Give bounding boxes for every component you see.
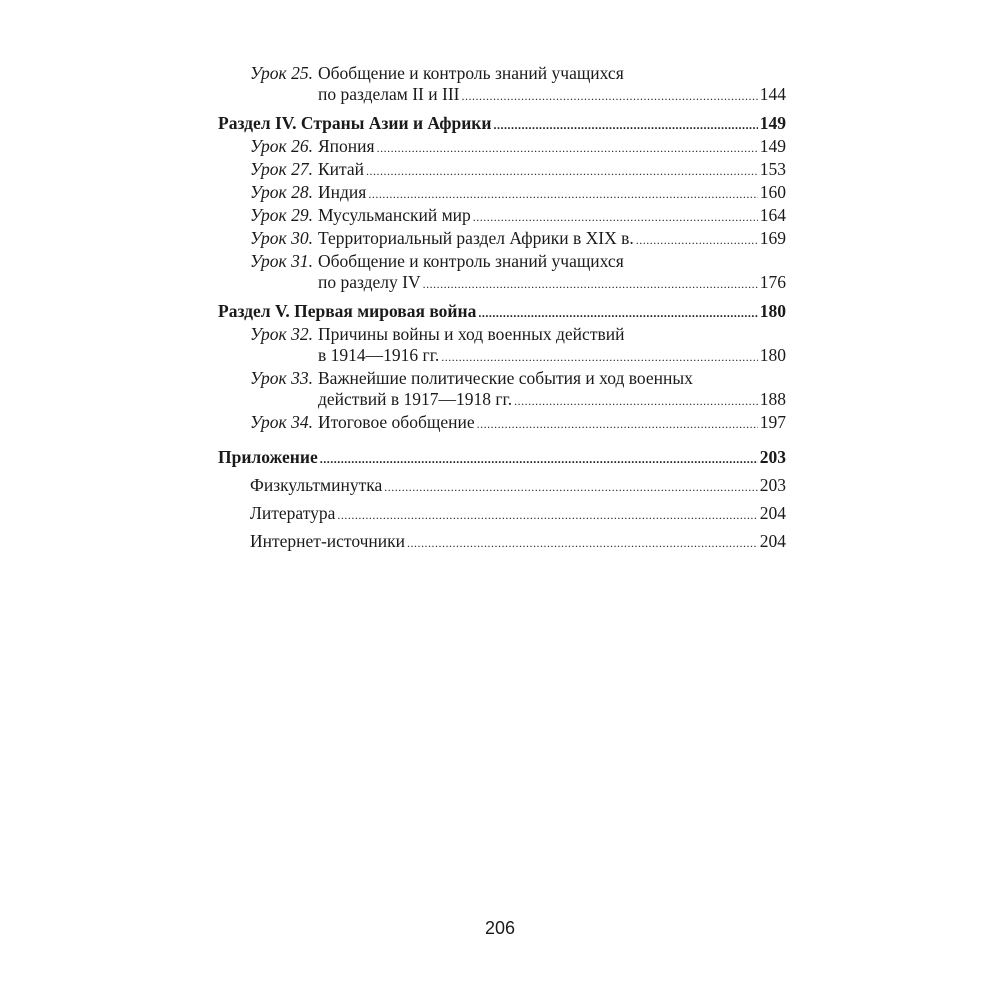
page-ref: 203 <box>759 447 786 467</box>
appendix-item-title: Интернет-источники <box>250 531 406 551</box>
lesson-title-cont: по разделу IV <box>318 272 421 292</box>
lesson-title-cont: в 1914—1916 гг. <box>318 345 440 365</box>
lesson-number: Урок 27. <box>249 159 313 179</box>
toc-section-5 <box>218 301 786 435</box>
section-heading <box>218 113 786 136</box>
leader-dots <box>366 161 758 182</box>
toc-section-4 <box>218 113 786 295</box>
page-ref: 176 <box>759 272 786 292</box>
page-ref: 149 <box>759 136 786 156</box>
page-ref: 197 <box>759 412 786 432</box>
lesson-title: Важнейшие политические события и ход военных <box>318 368 693 388</box>
lesson-number: Урок 25. <box>249 63 313 83</box>
page-ref: 204 <box>759 531 786 551</box>
toc-lesson-28 <box>218 182 786 205</box>
page-ref: 164 <box>759 205 786 225</box>
page-number: 206 <box>484 918 516 938</box>
toc-lesson-30 <box>218 228 786 251</box>
lesson-title-cont: действий в 1917—1918 гг. <box>318 389 513 409</box>
appendix-item <box>218 531 786 554</box>
lesson-number: Урок 31. <box>249 251 313 271</box>
appendix-item <box>218 503 786 526</box>
leader-dots <box>493 115 757 136</box>
appendix-item <box>218 475 786 498</box>
page-ref: 203 <box>759 475 786 495</box>
leader-dots <box>368 184 757 205</box>
toc-lesson-33 <box>218 368 786 412</box>
page-ref: 149 <box>759 113 786 133</box>
toc-lesson-32 <box>218 324 786 368</box>
leader-dots <box>337 505 757 526</box>
toc-lesson-29 <box>218 205 786 228</box>
lesson-number: Урок 29. <box>249 205 313 225</box>
toc-lesson-31 <box>218 251 786 295</box>
page-ref: 188 <box>759 389 786 409</box>
section-heading <box>218 301 786 324</box>
leader-dots <box>320 449 758 470</box>
toc-lesson-34 <box>218 412 786 435</box>
lesson-number: Урок 33. <box>249 368 313 388</box>
lesson-title: Территориальный раздел Африки в XIX в. <box>318 228 634 248</box>
lesson-number: Урок 28. <box>249 182 313 202</box>
page-ref: 144 <box>759 84 786 104</box>
leader-dots <box>477 414 758 435</box>
lesson-number: Урок 34. <box>249 412 313 432</box>
toc-lesson-25 <box>218 63 786 107</box>
lesson-title: Итоговое обобщение <box>318 412 475 432</box>
page-ref: 169 <box>759 228 786 248</box>
lesson-title: Обобщение и контроль знаний учащихся <box>318 251 624 271</box>
appendix-item-title: Физкультминутка <box>250 475 383 495</box>
leader-dots <box>473 207 758 228</box>
lesson-title: Обобщение и контроль знаний учащихся <box>318 63 624 83</box>
leader-dots <box>636 230 758 251</box>
leader-dots <box>384 477 758 498</box>
toc-lesson-26 <box>218 136 786 159</box>
lesson-title: Мусульманский мир <box>318 205 471 225</box>
table-of-contents <box>218 63 786 554</box>
section-title: Раздел IV. Страны Азии и Африки <box>218 113 492 133</box>
section-title: Раздел V. Первая мировая война <box>218 301 477 321</box>
lesson-title: Причины войны и ход военных действий <box>318 324 625 344</box>
appendix-item-title: Литература <box>250 503 336 523</box>
leader-dots <box>441 347 757 368</box>
toc-lesson-27 <box>218 159 786 182</box>
page-ref: 160 <box>759 182 786 202</box>
toc-appendix <box>218 447 786 554</box>
lesson-title: Китай <box>318 159 365 179</box>
lesson-title-cont: по разделам II и III <box>318 84 460 104</box>
lesson-number: Урок 30. <box>249 228 313 248</box>
leader-dots <box>423 274 758 295</box>
leader-dots <box>514 391 758 412</box>
appendix-title: Приложение <box>218 447 318 467</box>
lesson-title: Индия <box>318 182 367 202</box>
leader-dots <box>461 86 757 107</box>
leader-dots <box>478 303 757 324</box>
page-ref: 153 <box>759 159 786 179</box>
lesson-number: Урок 26. <box>249 136 313 156</box>
appendix-heading <box>218 447 786 470</box>
leader-dots <box>377 138 758 159</box>
lesson-number: Урок 32. <box>249 324 313 344</box>
lesson-title: Япония <box>318 136 375 156</box>
page-ref: 180 <box>759 301 786 321</box>
leader-dots <box>407 533 758 554</box>
page-ref: 204 <box>759 503 786 523</box>
page-ref: 180 <box>759 345 786 365</box>
